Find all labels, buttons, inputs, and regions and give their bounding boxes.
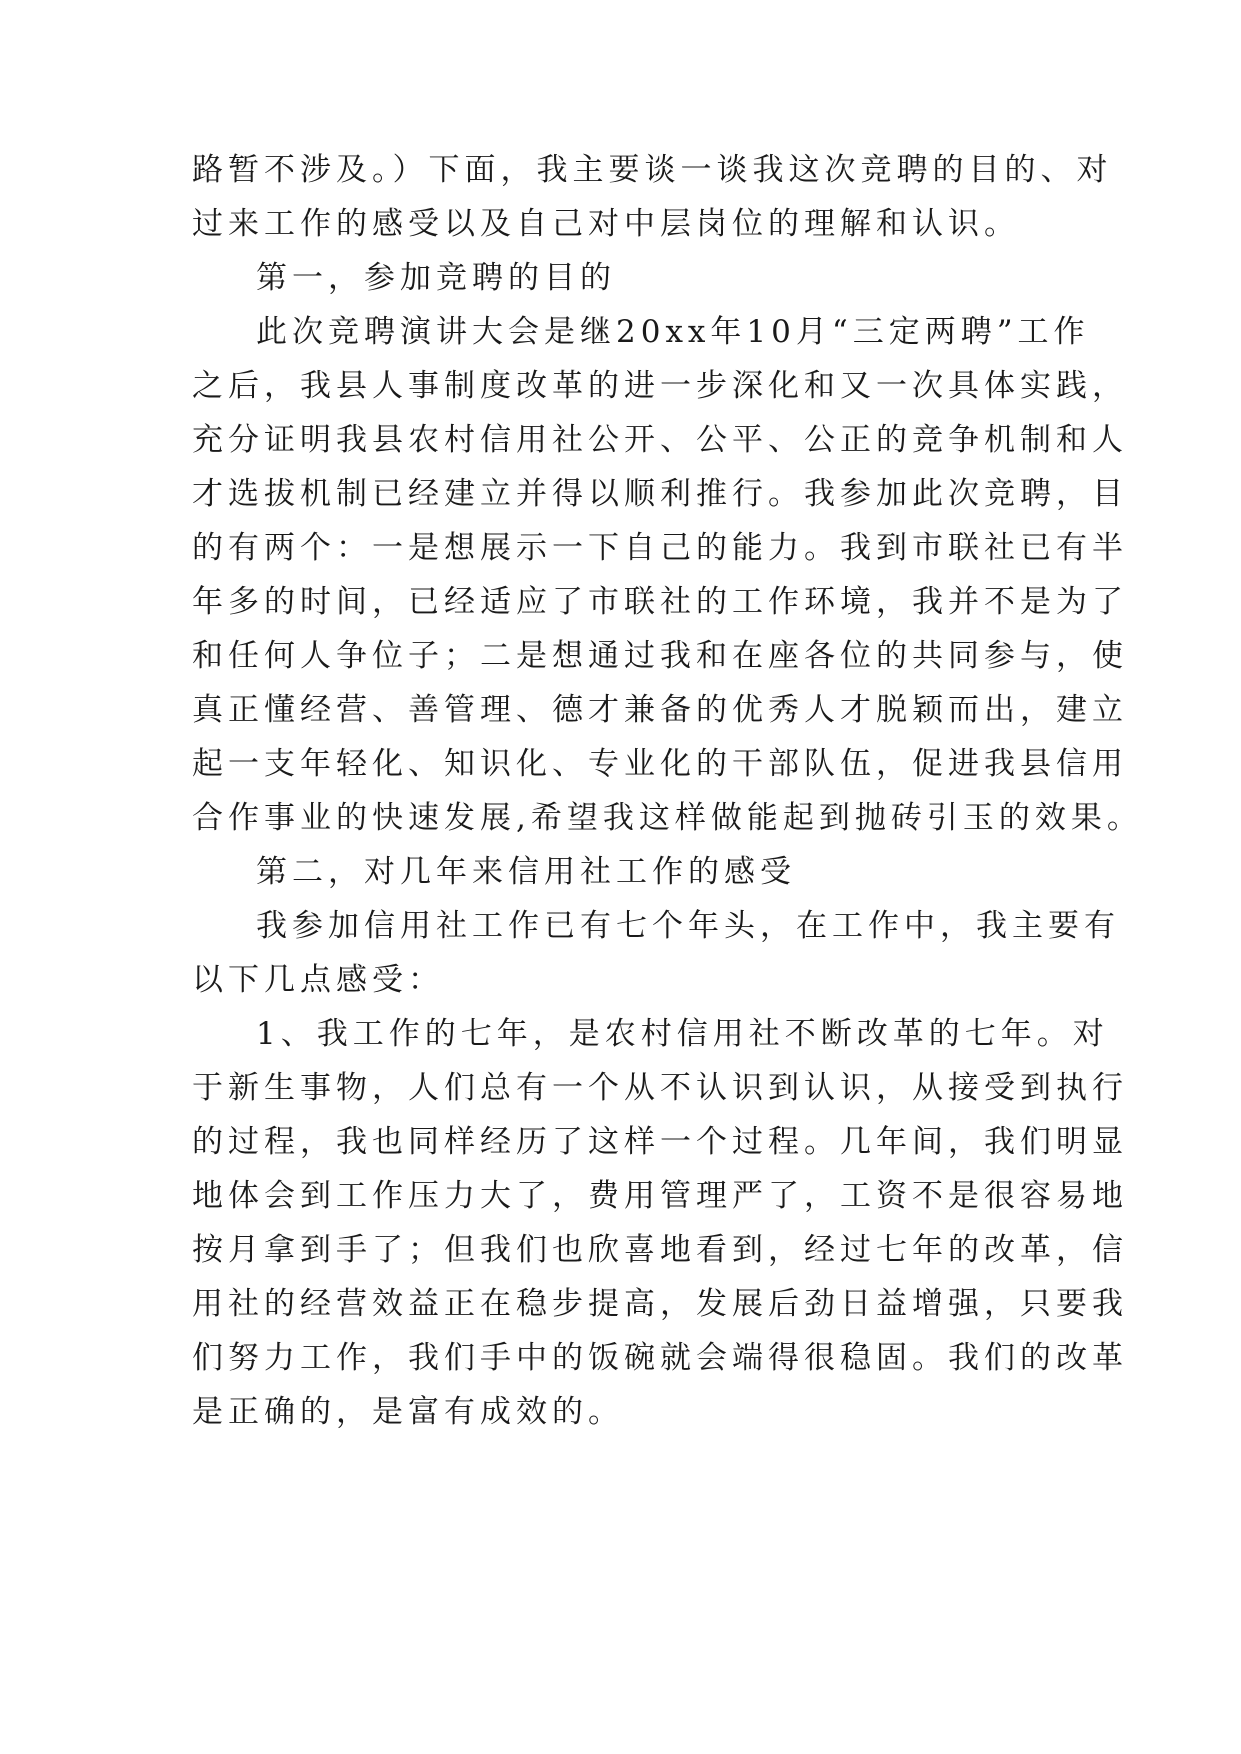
text-line: 地体会到工作压力大了，费用管理严了，工资不是很容易地 xyxy=(192,1178,1128,1214)
text-line: 才选拔机制已经建立并得以顺利推行。我参加此次竞聘，目 xyxy=(192,476,1128,512)
section-heading: 第二，对几年来信用社工作的感受 xyxy=(256,854,796,890)
text-line: 我参加信用社工作已有七个年头，在工作中，我主要有 xyxy=(256,908,1120,944)
section-heading: 第一，参加竞聘的目的 xyxy=(256,260,616,296)
text-line: 按月拿到手了；但我们也欣喜地看到，经过七年的改革，信 xyxy=(192,1232,1128,1268)
text-line: 用社的经营效益正在稳步提高，发展后劲日益增强，只要我 xyxy=(192,1286,1128,1322)
text-line: 起一支年轻化、知识化、专业化的干部队伍，促进我县信用 xyxy=(192,746,1128,782)
text-line: 和任何人争位子；二是想通过我和在座各位的共同参与，使 xyxy=(192,638,1128,674)
text-line: 真正懂经营、善管理、德才兼备的优秀人才脱颖而出，建立 xyxy=(192,692,1128,728)
text-line: 之后，我县人事制度改革的进一步深化和又一次具体实践， xyxy=(192,368,1128,404)
text-line: 1、我工作的七年，是农村信用社不断改革的七年。对 xyxy=(256,1016,1109,1052)
text-line: 此次竞聘演讲大会是继20xx年10月“三定两聘”工作 xyxy=(256,314,1090,350)
text-line: 合作事业的快速发展,希望我这样做能起到抛砖引玉的效果。 xyxy=(192,800,1143,836)
text-line: 是正确的，是富有成效的。 xyxy=(192,1394,624,1430)
text-line: 充分证明我县农村信用社公开、公平、公正的竞争机制和人 xyxy=(192,422,1128,458)
text-line: 的过程，我也同样经历了这样一个过程。几年间，我们明显 xyxy=(192,1124,1128,1160)
text-line: 过来工作的感受以及自己对中层岗位的理解和认识。 xyxy=(192,206,1020,242)
text-line: 于新生事物，人们总有一个从不认识到认识，从接受到执行 xyxy=(192,1070,1128,1106)
text-line: 的有两个：一是想展示一下自己的能力。我到市联社已有半 xyxy=(192,530,1128,566)
text-line: 路暂不涉及。）下面，我主要谈一谈我这次竞聘的目的、对 xyxy=(192,152,1113,188)
text-line: 以下几点感受： xyxy=(192,962,444,998)
text-line: 年多的时间，已经适应了市联社的工作环境，我并不是为了 xyxy=(192,584,1128,620)
text-line: 们努力工作，我们手中的饭碗就会端得很稳固。我们的改革 xyxy=(192,1340,1128,1376)
